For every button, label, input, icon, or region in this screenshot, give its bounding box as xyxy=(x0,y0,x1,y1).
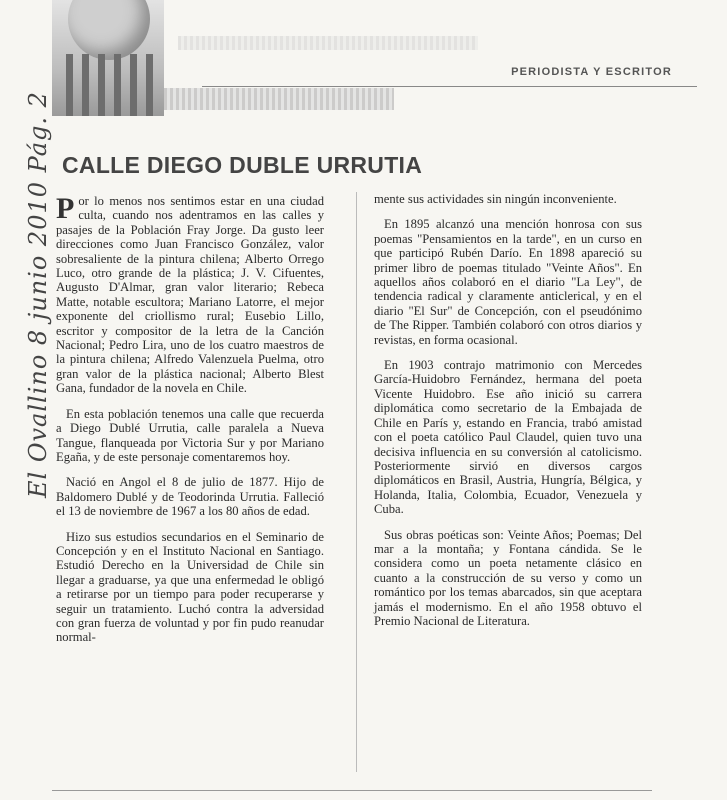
column-divider xyxy=(356,192,357,772)
article-column-left xyxy=(56,194,324,656)
paragraph: Hizo sus estudios secundarios en el Seminario de Concepción y en el Instituto Nacional en Santiago. Estudió Derecho en la Universidad de Chile sin llegar a graduarse, ya que una enfermedad le obligó a retirarse por un tiempo para poder recuperarse y seguir un tratamiento. Luchó contra la adversidad con gran fuerza de voluntad y por fin pudo reanudar normal- xyxy=(56,529,324,645)
paragraph: Sus obras poéticas son: Veinte Años; Poemas; Del mar a la montaña; y Fontana cándida. Se le considera como un poeta netamente clásico en cuanto a la construcción de su verso y como un romántico por los temas abarcados, sin que aceptara jamás el modernismo. En el año 1958 obtuvo el Premio Nacional de Literatura. xyxy=(374,527,642,628)
bottom-rule xyxy=(52,790,652,791)
masthead xyxy=(52,0,672,118)
paragraph: En 1903 contrajo matrimonio con Mercedes García-Huidobro Fernández, hermana del poeta Vicente Huidobro. Ese año inició su carrera diplomática como secretario de la Embajada de Chile en París y, estando en Francia, trabó amistad con el poeta católico Paul Claudel, quien tuvo una decisiva influencia en su conversión al catolicismo. Posteriormente sirvió en diversos cargos diplomáticos en Brasil, Austria, Hungría, Bélgica, y Holanda, Italia, Colombia, Ecuador, Venezuela y Cuba. xyxy=(374,358,642,517)
paragraph: mente sus actividades sin ningún inconveniente. xyxy=(374,192,617,206)
paragraph: En esta población tenemos una calle que recuerda a Diego Dublé Urrutia, calle paralela a Nueva Tangue, flanqueada por Victoria Sur y por Mariano Egaña, y de este personaje comentaremos hoy. xyxy=(56,406,324,464)
handwritten-margin-note: El Ovallino 8 junio 2010 Pág. 2 xyxy=(24,91,52,498)
article-column-right xyxy=(374,192,642,639)
column-logo-image xyxy=(52,0,164,116)
section-label: PERIODISTA Y ESCRITOR xyxy=(511,66,672,78)
faded-header-band xyxy=(178,36,478,50)
paragraph: Nació en Angol el 8 de julio de 1877. Hijo de Baldomero Dublé y de Teodorinda Urrutia. Falleció el 13 de noviembre de 1967 a los 80 años de edad. xyxy=(56,475,324,519)
drop-cap: P xyxy=(56,192,75,225)
paragraph: Por lo menos nos sentimos estar en una ciudad culta, cuando nos adentramos en las calles y pasajes de la Población Fray Jorge. Da gusto leer direcciones como Juan Francisco González, valor sobresaliente de la pintura chilena; Alberto Orrego Luco, otro grande de la plástica; J. V. Cifuentes, Augusto D'Almar, gran valor literario; Rebeca Matte, notable escultora; Mariano Latorre, el mejor exponente del criollismo rural; Eusebio Lillo, escritor y compositor de la letra de la Canción Nacional; Pedro Lira, uno de los cuatro maestros de la pintura chilena; Alfredo Valenzuela Puelma, otro gran valor de la plástica nacional; Alberto Blest Gana, fundador de la novela en Chile. xyxy=(56,192,324,396)
header-rule xyxy=(202,86,697,87)
paragraph: En 1895 alcanzó una mención honrosa con sus poemas "Pensamientos en la tarde", en un curso en que participó Rubén Darío. En 1898 apareció su primer libro de poemas titulado "Veinte Años". En aquellos años colaboró en el diario "La Ley", de tendencia radical y claramente anticlerical, y en el diario "El Sur" de Concepción, con el pseudónimo de The Ripper. También colaboró con otros diarios y revistas, en forma ocasional. xyxy=(374,217,642,347)
article-title: CALLE DIEGO DUBLE URRUTIA xyxy=(62,152,423,178)
faded-header-band xyxy=(164,88,394,110)
